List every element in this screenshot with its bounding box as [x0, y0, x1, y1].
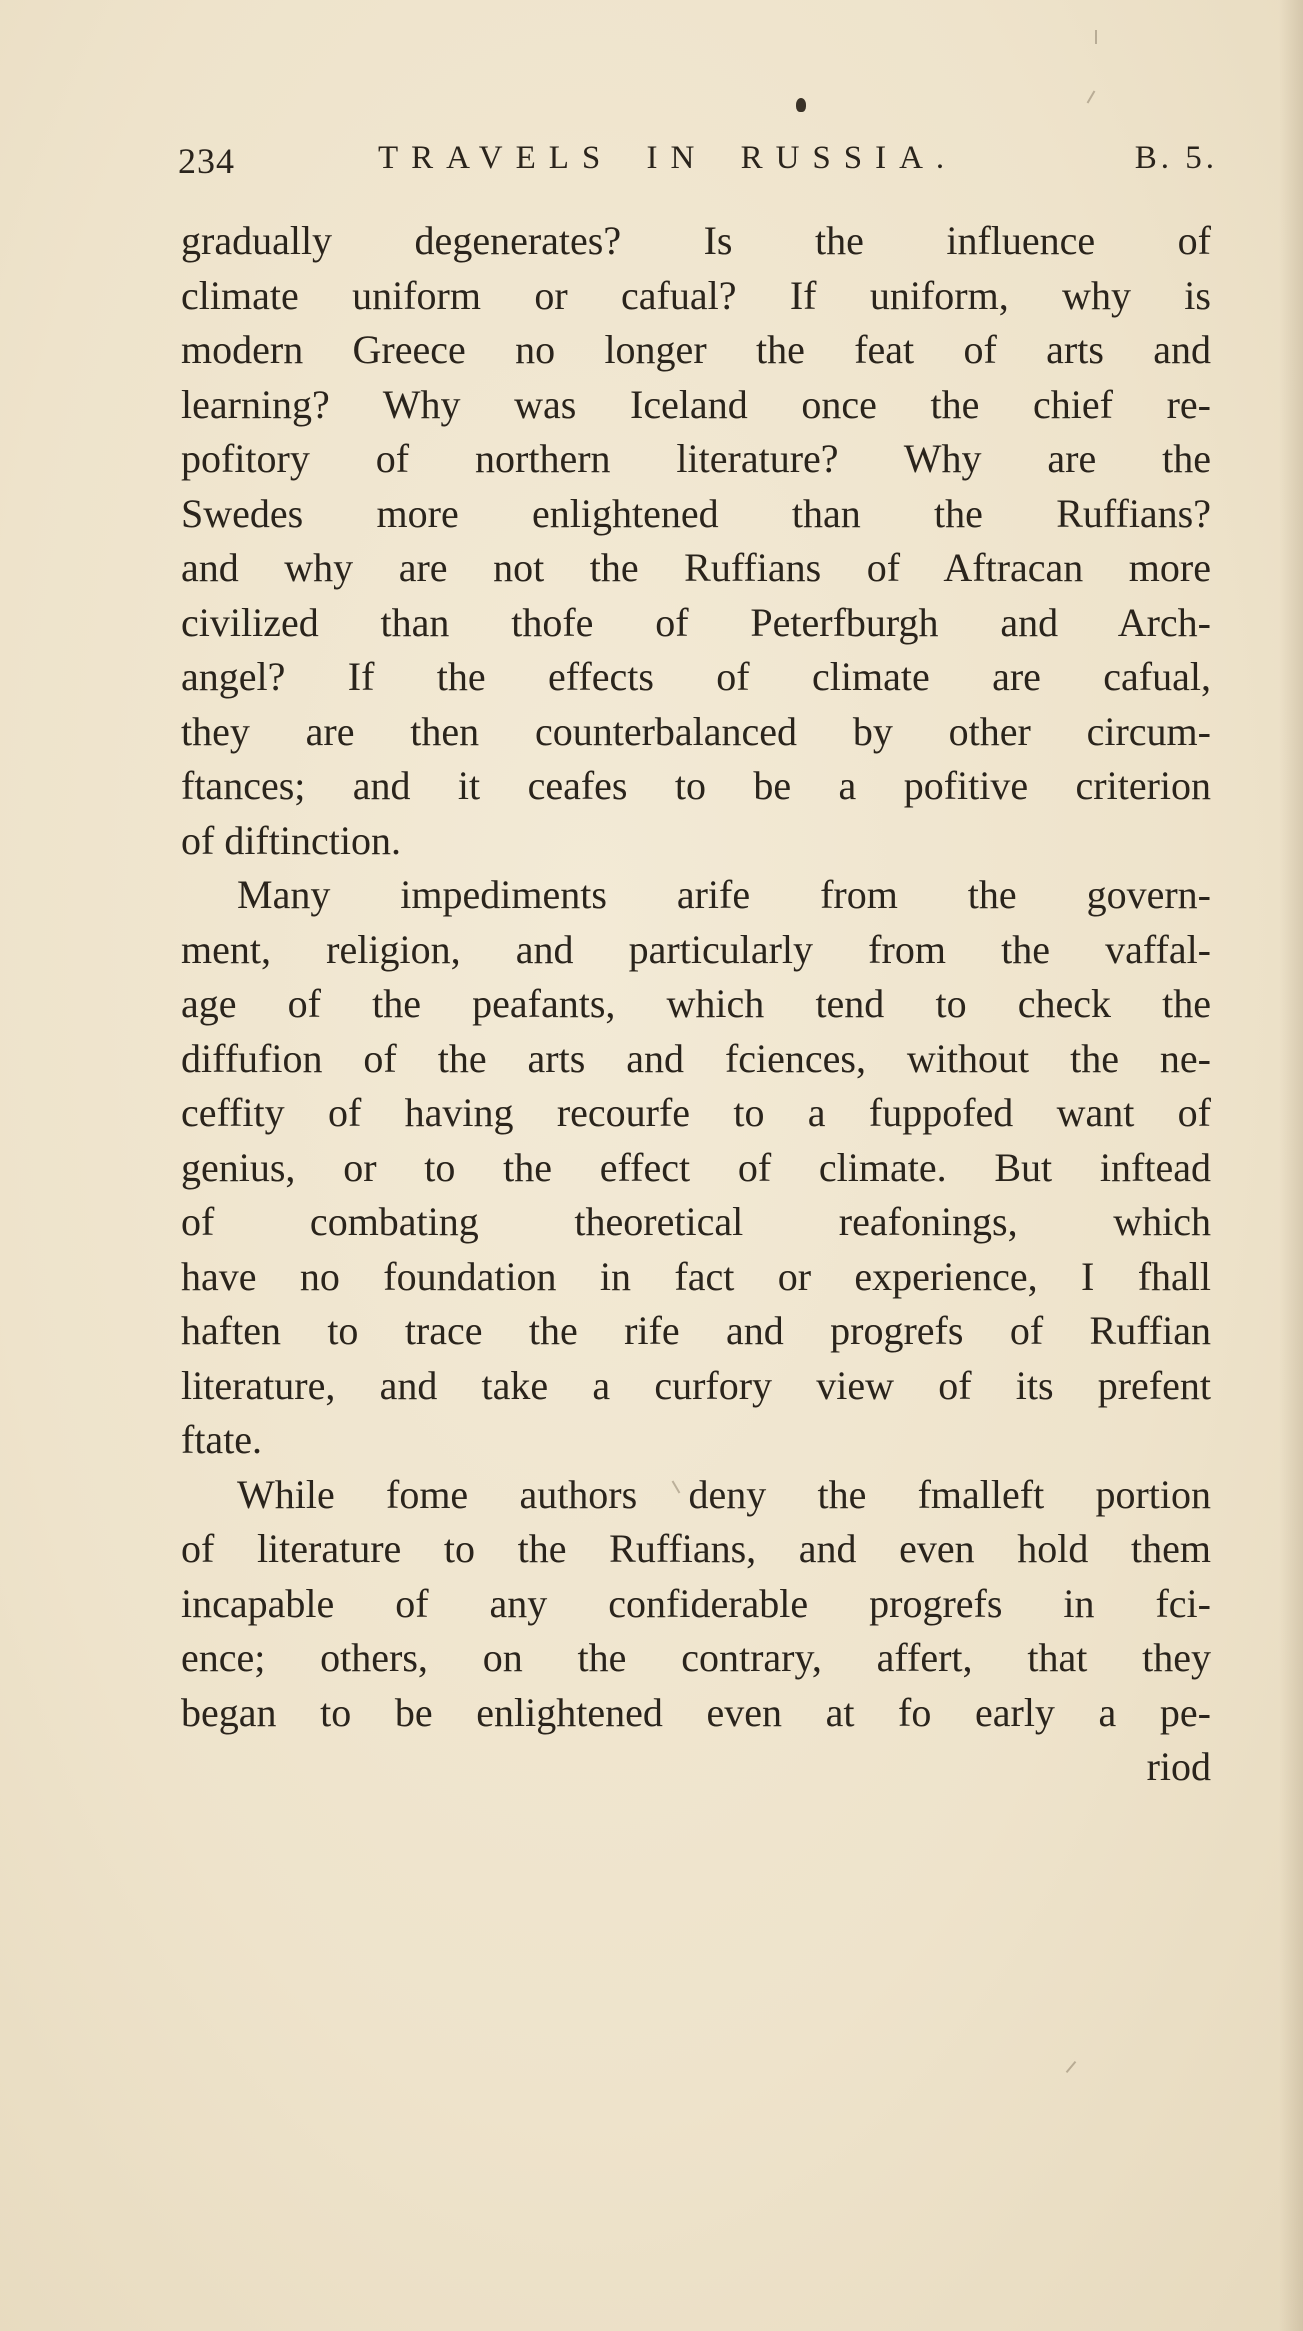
text-line: Swedes more enlightened than the Ruffians?: [181, 490, 1211, 536]
text-line: ment, religion, and particularly from the vaffal-: [181, 926, 1211, 972]
text-line: incapable of any confiderable progrefs in fci-: [181, 1580, 1211, 1626]
text-line: learning? Why was Iceland once the chief re-: [181, 381, 1211, 427]
text-line: and why are not the Ruffians of Aftracan more: [181, 545, 1211, 590]
paper-speck: [1095, 30, 1097, 44]
text-line: have no foundation in fact or experience, I fhall: [181, 1253, 1211, 1299]
text-line: literature, and take a curfory view of its prefent: [181, 1362, 1211, 1408]
ink-dot: [796, 98, 806, 112]
text-line: civilized than thofe of Peterfburgh and Arch-: [181, 599, 1211, 645]
text-line: ftate.: [181, 1417, 263, 1462]
running-head: [178, 140, 1218, 190]
text-line: gradually degenerates? Is the influence of: [181, 218, 1211, 263]
page-number: 234: [178, 141, 235, 181]
page-edge-shadow: [1279, 0, 1303, 2331]
body-text: [181, 214, 1211, 1795]
text-line: pofitory of northern literature? Why are the: [181, 436, 1211, 481]
text-line: climate uniform or cafual? If uniform, why is: [181, 272, 1211, 318]
catchword: riod: [1146, 1744, 1211, 1789]
text-line: angel? If the effects of climate are cafual,: [181, 654, 1211, 699]
paper-speck: [1087, 90, 1096, 103]
text-line: of diftinction.: [181, 817, 401, 863]
text-line: ceffity of having recourfe to a fuppofed want of: [181, 1090, 1211, 1135]
text-line: diffufion of the arts and fciences, without the ne-: [181, 1035, 1211, 1081]
paper-speck: [1066, 2061, 1077, 2073]
text-line: modern Greece no longer the feat of arts and: [181, 327, 1211, 372]
text-line: of literature to the Ruffians, and even hold them: [181, 1526, 1211, 1571]
text-line: they are then counterbalanced by other circum-: [181, 708, 1211, 754]
book-reference: B. 5.: [1134, 140, 1218, 176]
text-line: of combating theoretical reafonings, which: [181, 1199, 1211, 1244]
paragraph-first-line: Many impediments arife from the govern-: [237, 872, 1211, 917]
text-line: ence; others, on the contrary, affert, that they: [181, 1635, 1211, 1680]
paragraph-first-line: While fome authors deny the fmalleft portion: [237, 1471, 1211, 1517]
text-line: age of the peafants, which tend to check the: [181, 981, 1211, 1026]
running-title: TRAVELS IN RUSSIA.: [378, 140, 958, 176]
text-line: ftances; and it ceafes to be a pofitive criterion: [181, 763, 1211, 808]
text-line: genius, or to the effect of climate. But inftead: [181, 1144, 1211, 1190]
text-line: began to be enlightened even at fo early a pe-: [181, 1689, 1211, 1735]
text-line: haften to trace the rife and progrefs of Ruffian: [181, 1308, 1211, 1353]
